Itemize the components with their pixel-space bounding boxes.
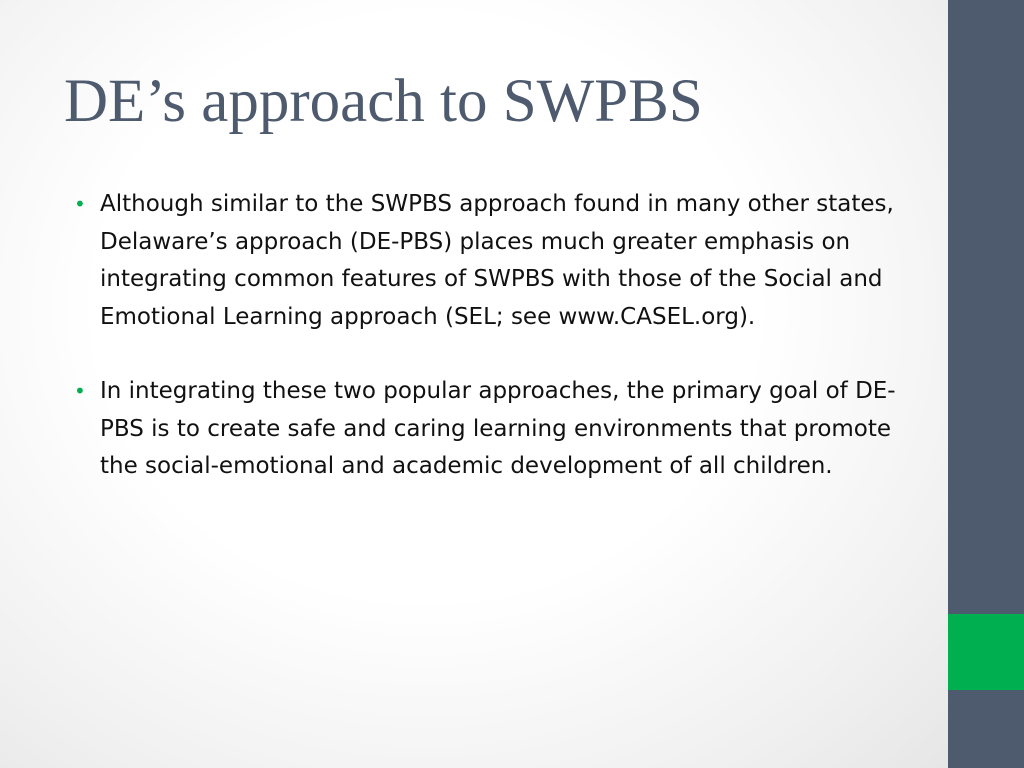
- side-accent-block: [948, 614, 1024, 690]
- bullet-icon: •: [74, 379, 86, 403]
- slide-title: DE’s approach to SWPBS: [64, 68, 703, 135]
- bullet-item: [74, 373, 900, 486]
- bullet-item: [74, 186, 900, 336]
- bullet-text: In integrating these two popular approaches, the primary goal of DE-PBS is to create safe and caring learning environments that promote the social-emotional and academic development of all children.: [100, 378, 896, 479]
- bullet-list: [74, 186, 900, 523]
- bullet-text: Although similar to the SWPBS approach found in many other states, Delaware’s approach (DE-PBS) places much greater emphasis on integrating common features of SWPBS with those of the Social and Emotional Learning approach (SEL; see www.CASEL.org).: [100, 191, 894, 330]
- bullet-icon: •: [74, 192, 86, 216]
